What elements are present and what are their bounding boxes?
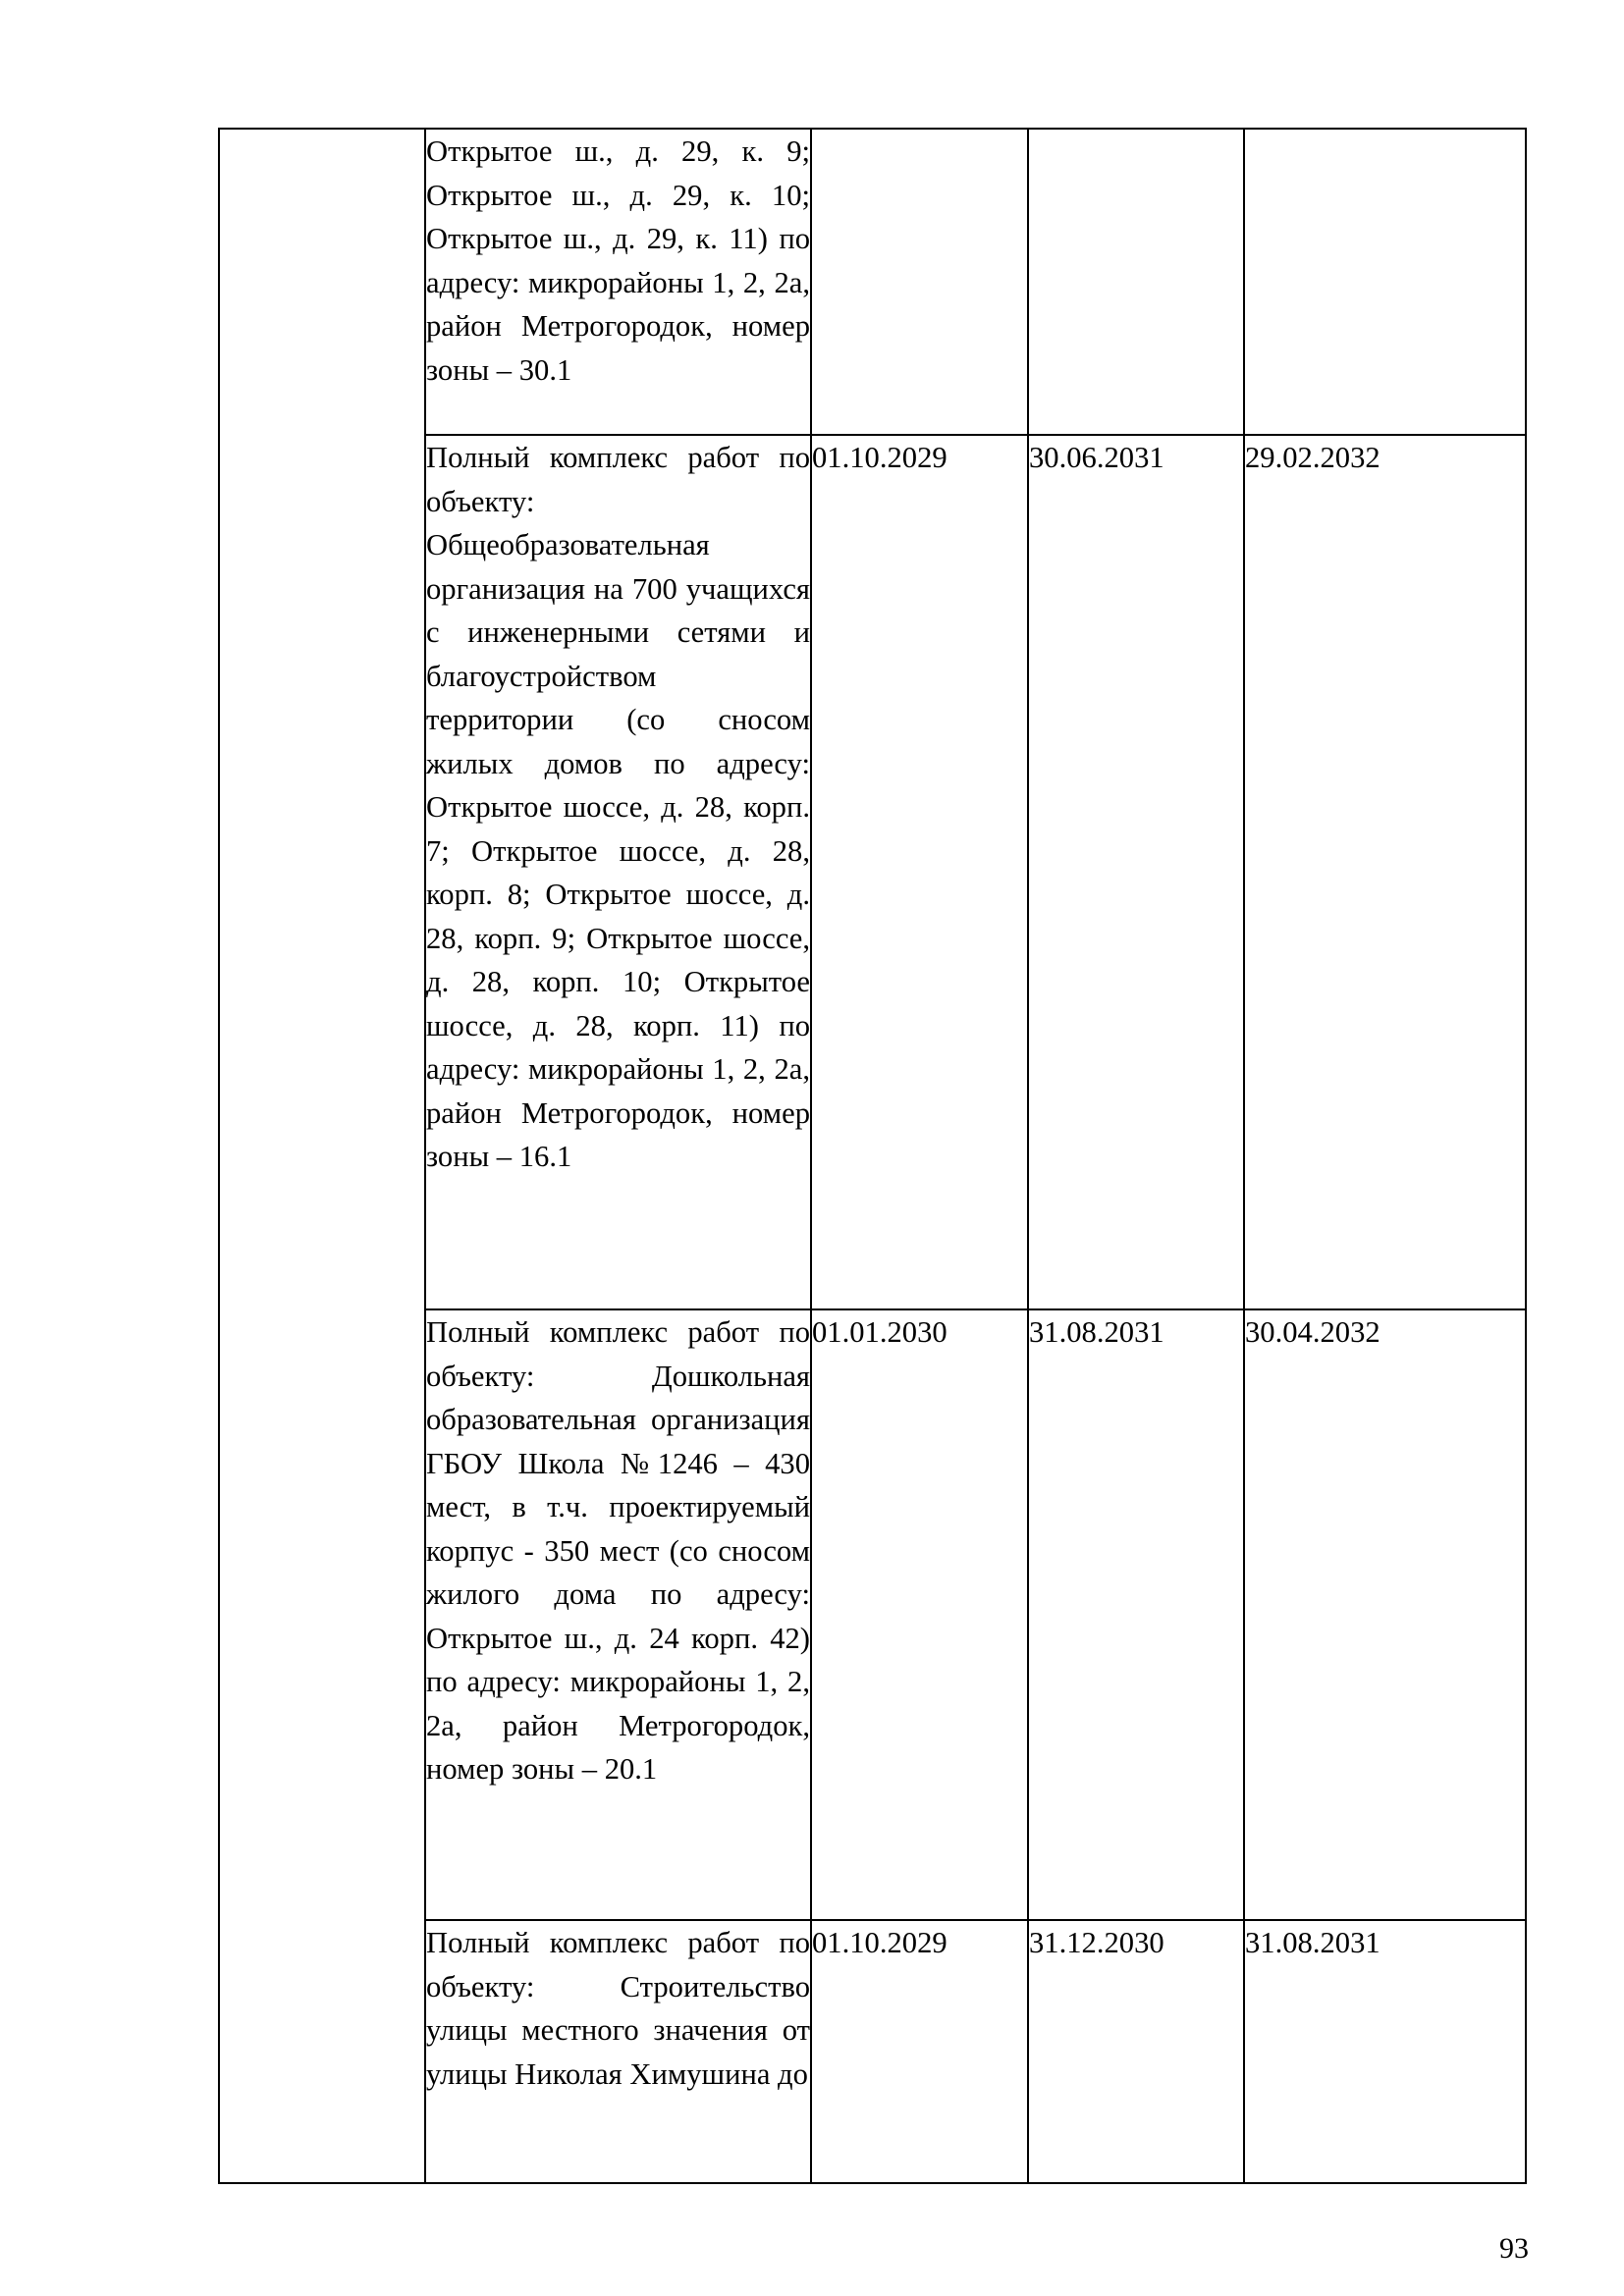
- object-description-cell: Открытое ш., д. 29, к. 9; Открытое ш., д. 29, к. 10; Открытое ш., д. 29, к. 11) по адресу: микрорайоны 1, 2, 2а, район Метрогородок, номер зоны – 30.1: [425, 129, 811, 435]
- schedule-table: [218, 128, 1527, 2184]
- page-number: 93: [1499, 2232, 1529, 2265]
- empty-index-cell: [219, 129, 425, 2183]
- start-date-cell: 01.10.2029: [811, 1920, 1028, 2183]
- end-date-cell: [1028, 129, 1244, 435]
- end-date-cell: 30.06.2031: [1028, 435, 1244, 1309]
- object-description-cell: Полный комплекс работ по объекту: Дошкольная образовательная организация ГБОУ Школа №1246 – 430 мест, в т.ч. проектируемый корпус - 350 мест (со сносом жилого дома по адресу: Открытое ш., д. 24 корп. 42) по адресу: микрорайоны 1, 2, 2а, район Метрогородок, номер зоны – 20.1: [425, 1309, 811, 1920]
- end-date-cell: 31.08.2031: [1028, 1309, 1244, 1920]
- deadline-date-cell: [1244, 129, 1526, 435]
- object-description-cell: Полный комплекс работ по объекту: Общеобразовательная организация на 700 учащихся с инженерными сетями и благоустройством территории (со сносом жилых домов по адресу: Открытое шоссе, д. 28, корп. 7; Открытое шоссе, д. 28, корп. 8; Открытое шоссе, д. 28, корп. 9; Открытое шоссе, д. 28, корп. 10; Открытое шоссе, д. 28, корп. 11) по адресу: микрорайоны 1, 2, 2а, район Метрогородок, номер зоны – 16.1: [425, 435, 811, 1309]
- deadline-date-cell: 31.08.2031: [1244, 1920, 1526, 2183]
- start-date-cell: [811, 129, 1028, 435]
- deadline-date-cell: 29.02.2032: [1244, 435, 1526, 1309]
- start-date-cell: 01.01.2030: [811, 1309, 1028, 1920]
- object-description-cell: Полный комплекс работ по объекту: Строительство улицы местного значения от улицы Николая Химушина до: [425, 1920, 811, 2183]
- table-row: [219, 129, 1526, 435]
- deadline-date-cell: 30.04.2032: [1244, 1309, 1526, 1920]
- end-date-cell: 31.12.2030: [1028, 1920, 1244, 2183]
- start-date-cell: 01.10.2029: [811, 435, 1028, 1309]
